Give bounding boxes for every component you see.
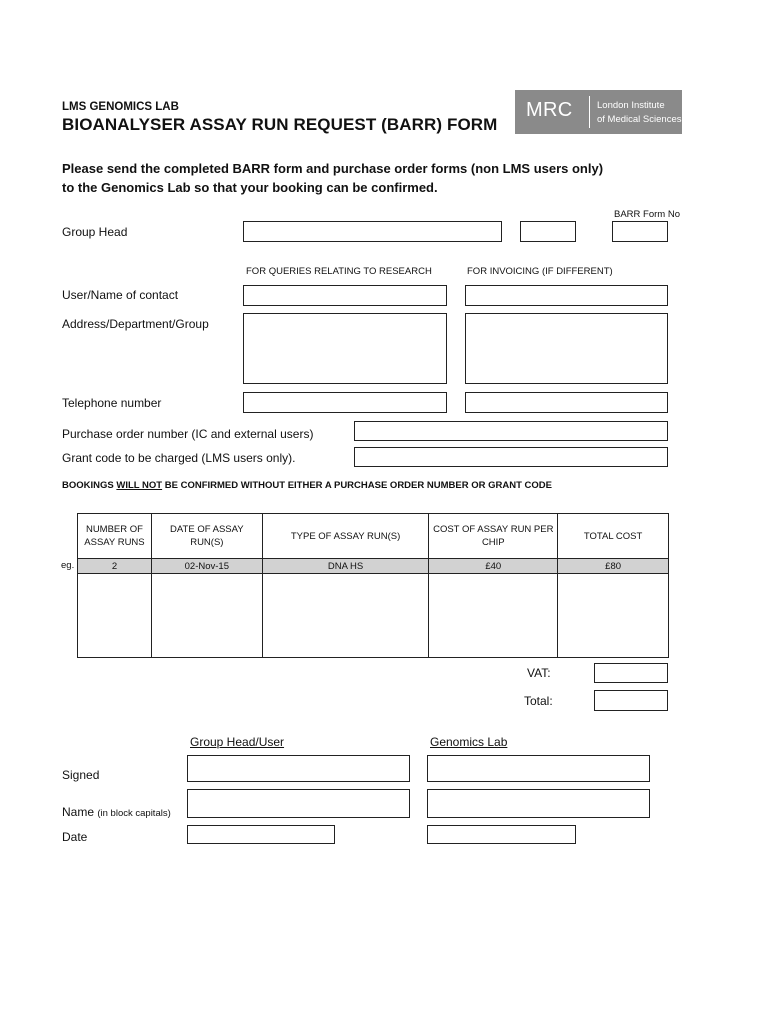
example-number-of-runs: 2 [78,559,152,574]
entry-date-cell[interactable] [151,574,262,658]
group-code-field[interactable] [520,221,576,242]
name-label [62,805,171,819]
purchase-order-label: Purchase order number (IC and external users) [62,427,314,441]
name-genomics-lab-field[interactable] [427,789,650,818]
date-label: Date [62,830,88,844]
logo-line-2: of Medical Sciences [597,114,682,125]
example-row [78,559,669,574]
header-type-of-runs: TYPE OF ASSAY RUN(S) [262,514,429,559]
vat-field[interactable] [594,663,668,683]
date-group-head-field[interactable] [187,825,335,844]
entry-cost-per-chip-cell[interactable] [429,574,558,658]
invoicing-column-label: FOR INVOICING (IF DIFFERENT) [467,266,613,277]
vat-label: VAT: [527,666,551,680]
form-title: BIOANALYSER ASSAY RUN REQUEST (BARR) FORM [62,115,498,134]
date-genomics-lab-field[interactable] [427,825,576,844]
example-date: 02-Nov-15 [151,559,262,574]
example-type: DNA HS [262,559,429,574]
barr-form-no-label: BARR Form No [614,209,680,220]
mrc-logo [515,90,682,134]
signed-label: Signed [62,768,100,782]
logo-line-1: London Institute [597,100,665,111]
header-date-of-runs: DATE OF ASSAY RUN(S) [151,514,262,559]
telephone-research-field[interactable] [243,392,447,413]
contact-invoicing-field[interactable] [465,285,668,306]
address-invoicing-field[interactable] [465,313,668,384]
entry-row [78,574,669,658]
total-field[interactable] [594,690,668,711]
address-research-field[interactable] [243,313,447,384]
entry-total-cost-cell[interactable] [558,574,669,658]
name-label-note: (in block capitals) [97,808,171,819]
header-cost-per-chip: COST OF ASSAY RUN PER CHIP [429,514,558,559]
logo-brand: MRC [526,99,573,121]
notice-emphasis: WILL NOT [116,480,163,491]
group-head-field[interactable] [243,221,502,242]
barr-form-no-field[interactable] [612,221,668,242]
table-header-row [78,514,669,559]
name-group-head-field[interactable] [187,789,410,818]
header-number-of-runs: NUMBER OF ASSAY RUNS [78,514,152,559]
group-head-label: Group Head [62,225,128,239]
intro-line-1: Please send the completed BARR form and purchase order forms (non LMS users only) [62,161,604,176]
entry-number-of-runs-cell[interactable] [78,574,152,658]
intro-line-2: to the Genomics Lab so that your booking can be confirmed. [62,180,438,195]
total-label: Total: [524,694,553,708]
assay-runs-table [77,513,669,658]
signed-group-head-field[interactable] [187,755,410,782]
grant-code-label: Grant code to be charged (LMS users only). [62,451,296,465]
entry-type-cell[interactable] [262,574,429,658]
name-label-text: Name [62,805,95,819]
notice-prefix: BOOKINGS [62,480,117,491]
telephone-invoicing-field[interactable] [465,392,668,413]
signed-genomics-lab-field[interactable] [427,755,650,782]
header-total-cost: TOTAL COST [558,514,669,559]
lab-name: LMS GENOMICS LAB [62,101,179,113]
contact-research-field[interactable] [243,285,447,306]
intro-text [62,159,603,197]
address-label: Address/Department/Group [62,317,209,331]
booking-notice [62,480,552,491]
genomics-lab-heading: Genomics Lab [430,735,508,749]
group-head-user-heading: Group Head/User [190,735,285,749]
example-cost-per-chip: £40 [429,559,558,574]
logo-divider [589,96,590,128]
grant-code-field[interactable] [354,447,668,467]
research-column-label: FOR QUERIES RELATING TO RESEARCH [246,266,432,277]
notice-suffix: BE CONFIRMED WITHOUT EITHER A PURCHASE ORDER NUMBER OR GRANT CODE [162,480,552,491]
example-total-cost: £80 [558,559,669,574]
purchase-order-field[interactable] [354,421,668,441]
example-label: eg. [61,560,75,571]
contact-label: User/Name of contact [62,288,179,302]
telephone-label: Telephone number [62,396,162,410]
